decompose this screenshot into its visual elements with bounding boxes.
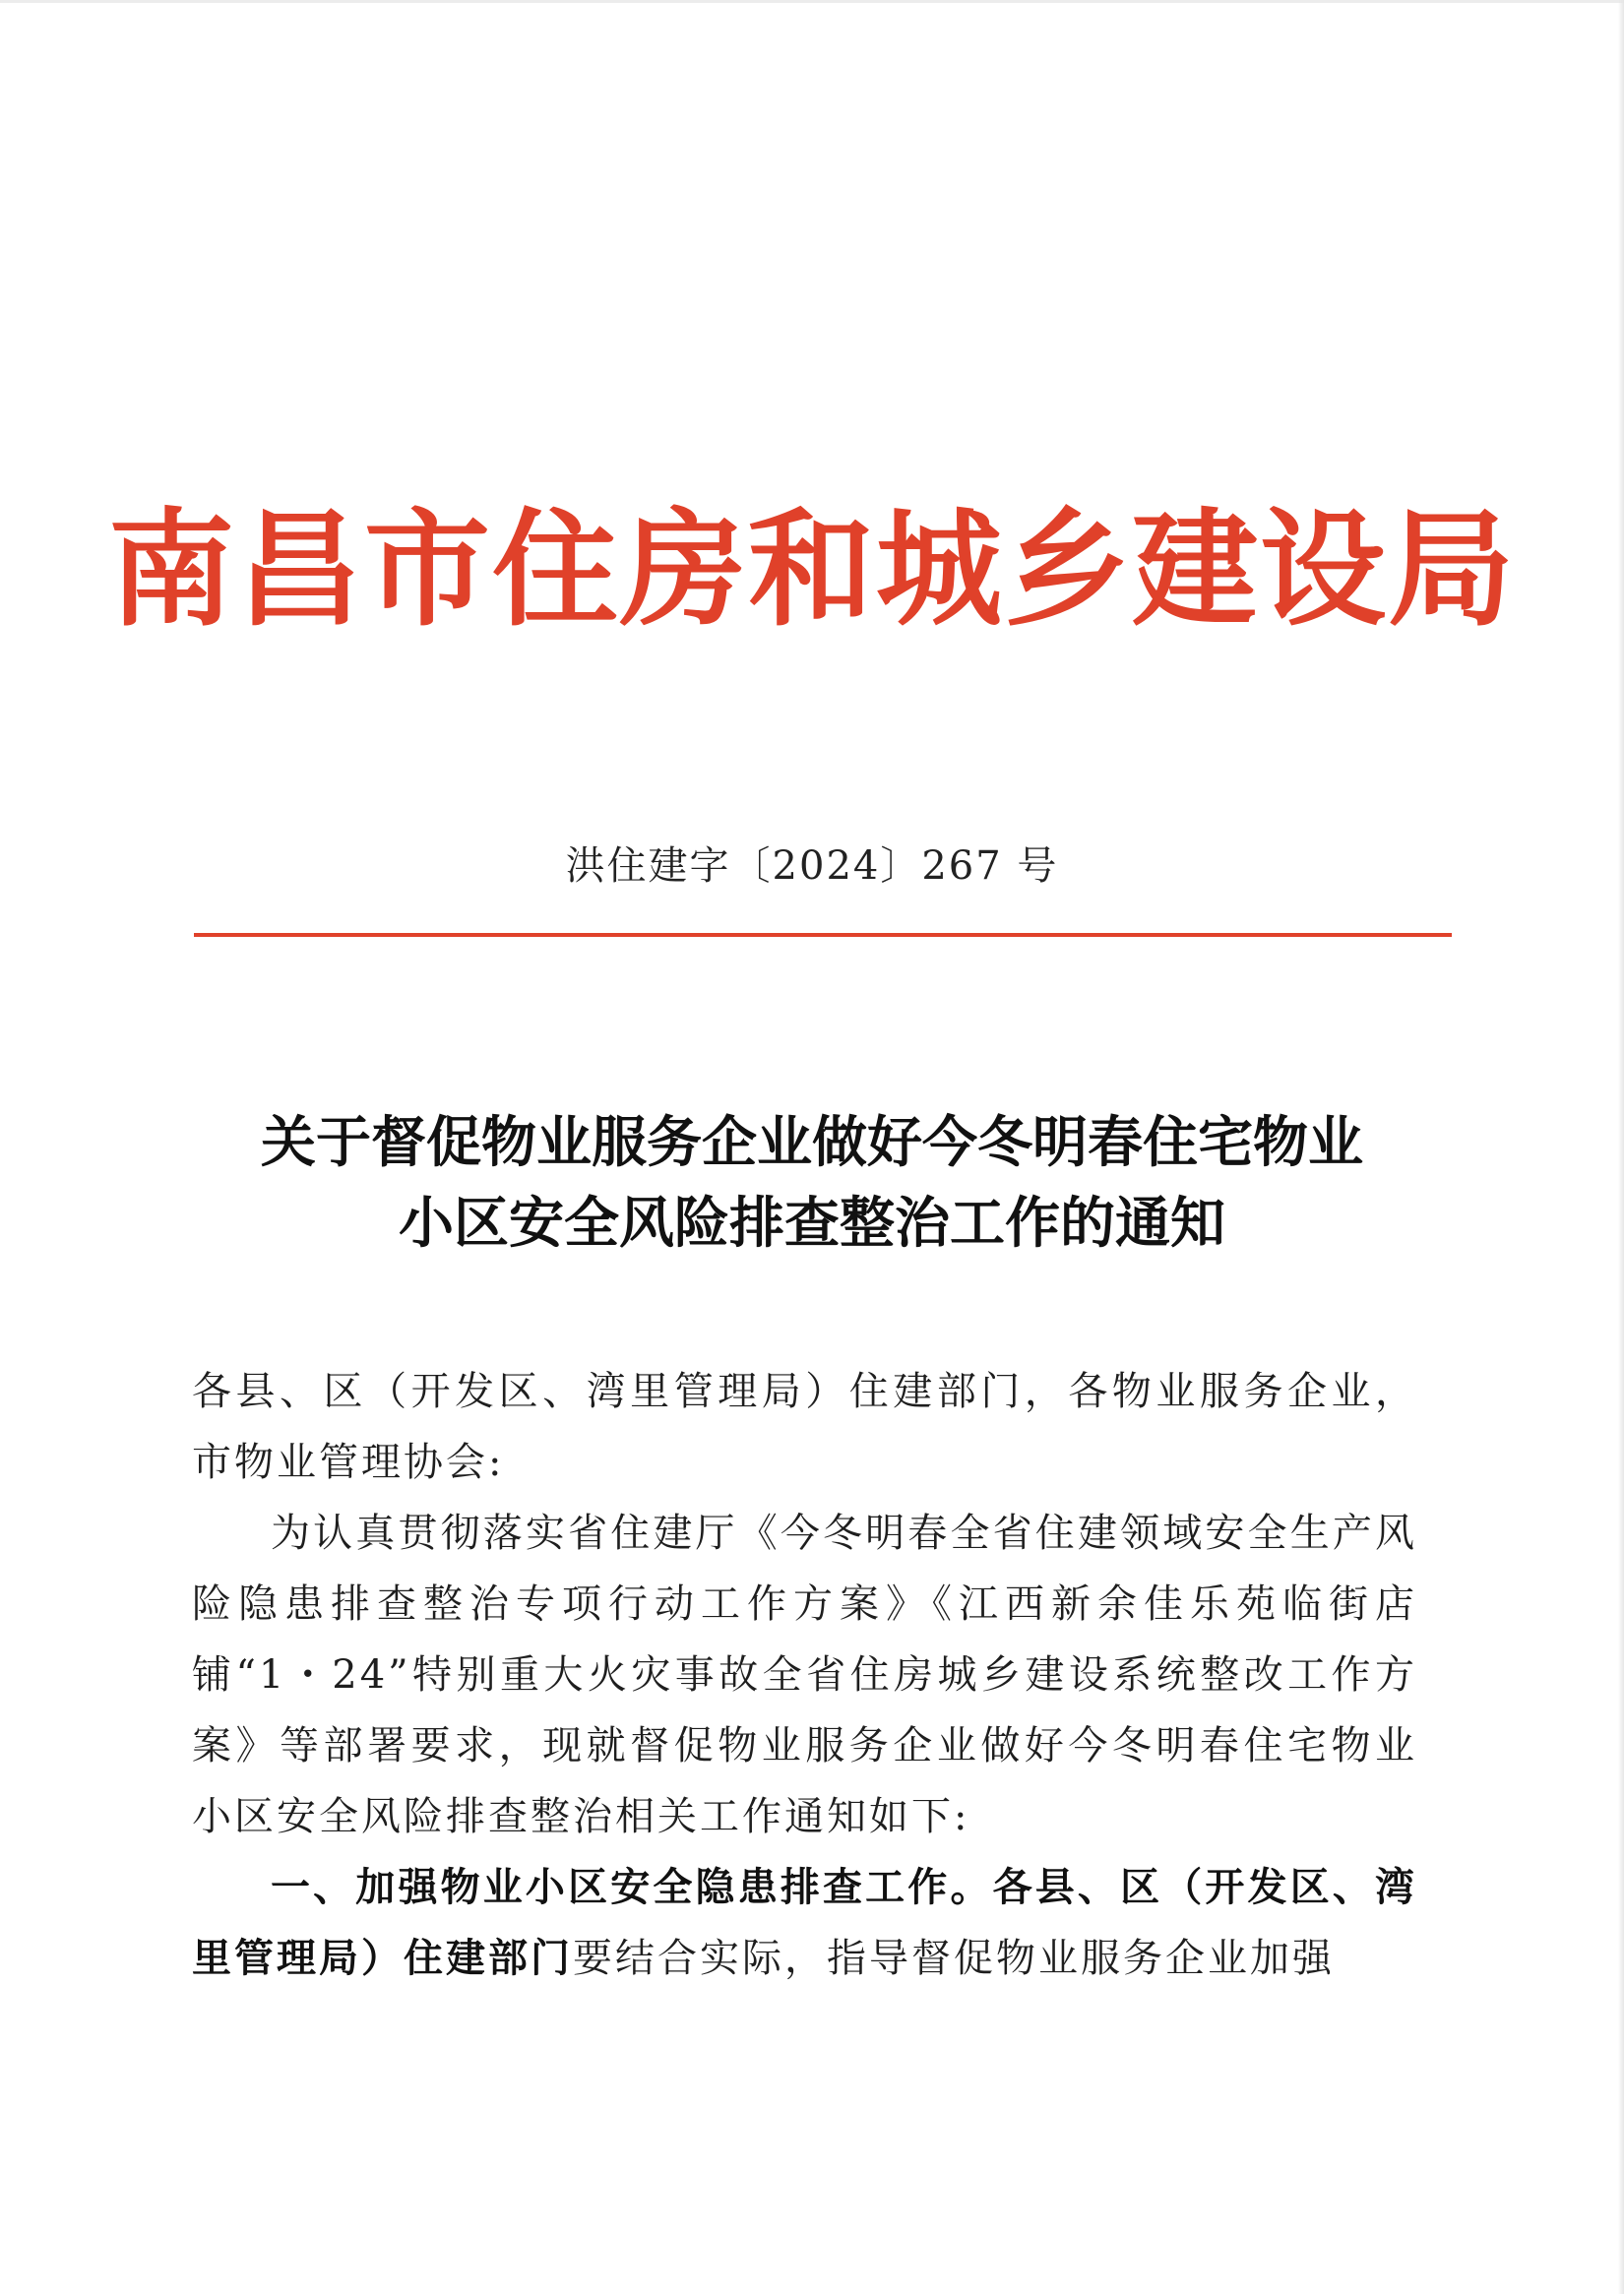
- agency-masthead: 南昌市住房和城乡建设局: [107, 497, 1516, 644]
- item-1-heading: 一、加强物业小区安全隐患排查工作。各县、区（开发区、湾里管理局）住建部门: [192, 1865, 1417, 1981]
- document-title: [0, 1102, 1624, 1264]
- document-body: [192, 1356, 1417, 1994]
- red-divider-rule: [194, 933, 1452, 937]
- item-1-text: 要结合实际，指导督促物业服务企业加强: [573, 1936, 1335, 1981]
- item-1-paragraph: [192, 1852, 1417, 1994]
- scan-top-edge: [0, 0, 1624, 3]
- intro-paragraph: 为认真贯彻落实省住建厅《今冬明春全省住建领域安全生产风险隐患排查整治专项行动工作方案》《江西新余佳乐苑临街店铺“1・24”特别重大火灾事故全省住房城乡建设系统整改工作方案》等部署要求，现就督促物业服务企业做好今冬明春住宅物业小区安全风险排查整治相关工作通知如下:: [192, 1511, 1417, 1839]
- document-number: 洪住建字〔2024〕267 号: [565, 843, 1059, 889]
- salutation: 各县、区（开发区、湾里管理局）住建部门，各物业服务企业，市物业管理协会:: [192, 1369, 1417, 1485]
- title-line-2: 小区安全风险排查整治工作的通知: [399, 1191, 1225, 1256]
- title-line-1: 关于督促物业服务企业做好今冬明春住宅物业: [261, 1110, 1363, 1175]
